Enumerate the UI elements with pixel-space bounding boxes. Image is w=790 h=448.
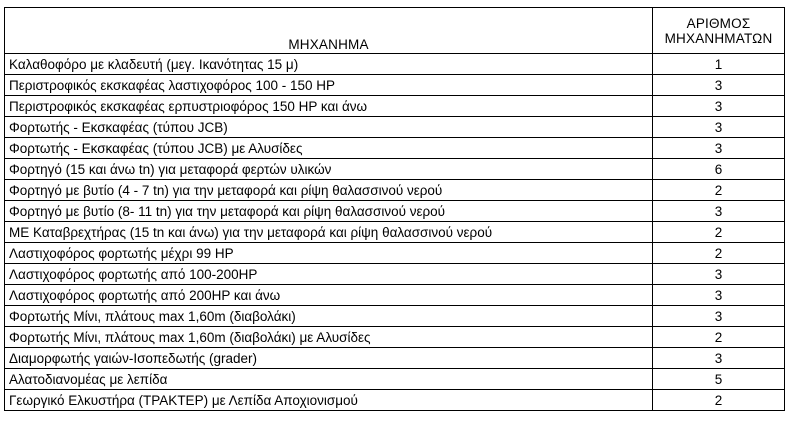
machine-cell: Φορτωτής Μίνι, πλάτους max 1,60m (διαβολάκι) [5, 306, 653, 327]
machine-cell: Καλαθοφόρο με κλαδευτή (μεγ. Ικανότητας 15 μ) [5, 54, 653, 75]
table-row [5, 264, 785, 285]
machine-cell: Φορτωτής - Εκσκαφέας (τύπου JCB) [5, 117, 653, 138]
machine-cell: Περιστροφικός εκσκαφέας ερπυστριοφόρος 150 HP και άνω [5, 96, 653, 117]
machine-cell: Φορτηγό (15 και άνω tn) για μεταφορά φερτών υλικών [5, 159, 653, 180]
machine-cell: Λαστιχοφόρος φορτωτής μέχρι 99 HP [5, 243, 653, 264]
table-row [5, 96, 785, 117]
table-row [5, 117, 785, 138]
count-cell: 6 [653, 159, 785, 180]
machinery-table [4, 7, 785, 411]
count-cell: 2 [653, 243, 785, 264]
count-header-line-1: ΑΡΙΘΜΟΣ [686, 15, 751, 31]
table-row [5, 369, 785, 390]
machine-cell: Λαστιχοφόρος φορτωτής από 100-200HP [5, 264, 653, 285]
count-cell: 3 [653, 75, 785, 96]
table-row [5, 306, 785, 327]
count-cell: 3 [653, 138, 785, 159]
count-cell: 3 [653, 96, 785, 117]
machine-cell: ΜΕ Καταβρεχτήρας (15 tn και άνω) για την μεταφορά και ρίψη θαλασσινού νερού [5, 222, 653, 243]
count-cell: 2 [653, 222, 785, 243]
table-row [5, 201, 785, 222]
table-row [5, 222, 785, 243]
machine-cell: Γεωργικό Ελκυστήρα (ΤΡΑΚΤΕΡ) με Λεπίδα Αποχιονισμού [5, 390, 653, 411]
table-row [5, 243, 785, 264]
machine-cell: Φορτωτής Μίνι, πλάτους max 1,60m (διαβολάκι) με Αλυσίδες [5, 327, 653, 348]
count-cell: 2 [653, 180, 785, 201]
table-row [5, 138, 785, 159]
count-cell: 3 [653, 285, 785, 306]
machine-cell: Περιστροφικός εκσκαφέας λαστιχοφόρος 100 - 150 HP [5, 75, 653, 96]
table-row [5, 54, 785, 75]
table-row [5, 348, 785, 369]
table-row [5, 327, 785, 348]
machinery-table-container [4, 7, 784, 411]
count-cell: 3 [653, 306, 785, 327]
machine-cell: Λαστιχοφόρος φορτωτής από 200HP και άνω [5, 285, 653, 306]
machine-cell: Φορτηγό με βυτίο (4 - 7 tn) για την μεταφορά και ρίψη θαλασσινού νερού [5, 180, 653, 201]
count-cell: 3 [653, 264, 785, 285]
table-row [5, 159, 785, 180]
count-cell: 1 [653, 54, 785, 75]
table-row [5, 390, 785, 411]
machine-cell: Διαμορφωτής γαιών-Ισοπεδωτής (grader) [5, 348, 653, 369]
count-cell: 3 [653, 348, 785, 369]
count-cell: 3 [653, 201, 785, 222]
count-cell: 5 [653, 369, 785, 390]
table-row [5, 75, 785, 96]
table-row [5, 180, 785, 201]
count-column-header [653, 8, 785, 54]
table-row [5, 285, 785, 306]
machine-cell: Φορτωτής - Εκσκαφέας (τύπου JCB) με Αλυσίδες [5, 138, 653, 159]
count-cell: 2 [653, 327, 785, 348]
machine-cell: Αλατοδιανομέας με λεπίδα [5, 369, 653, 390]
header-row [5, 8, 785, 54]
machine-column-header: ΜΗΧΑΝΗΜΑ [5, 8, 653, 54]
count-cell: 3 [653, 117, 785, 138]
machine-cell: Φορτηγό με βυτίο (8- 11 tn) για την μεταφορά και ρίψη θαλασσινού νερού [5, 201, 653, 222]
count-header-line-2: ΜΗΧΑΝΗΜΑΤΩΝ [664, 30, 773, 46]
count-cell: 2 [653, 390, 785, 411]
